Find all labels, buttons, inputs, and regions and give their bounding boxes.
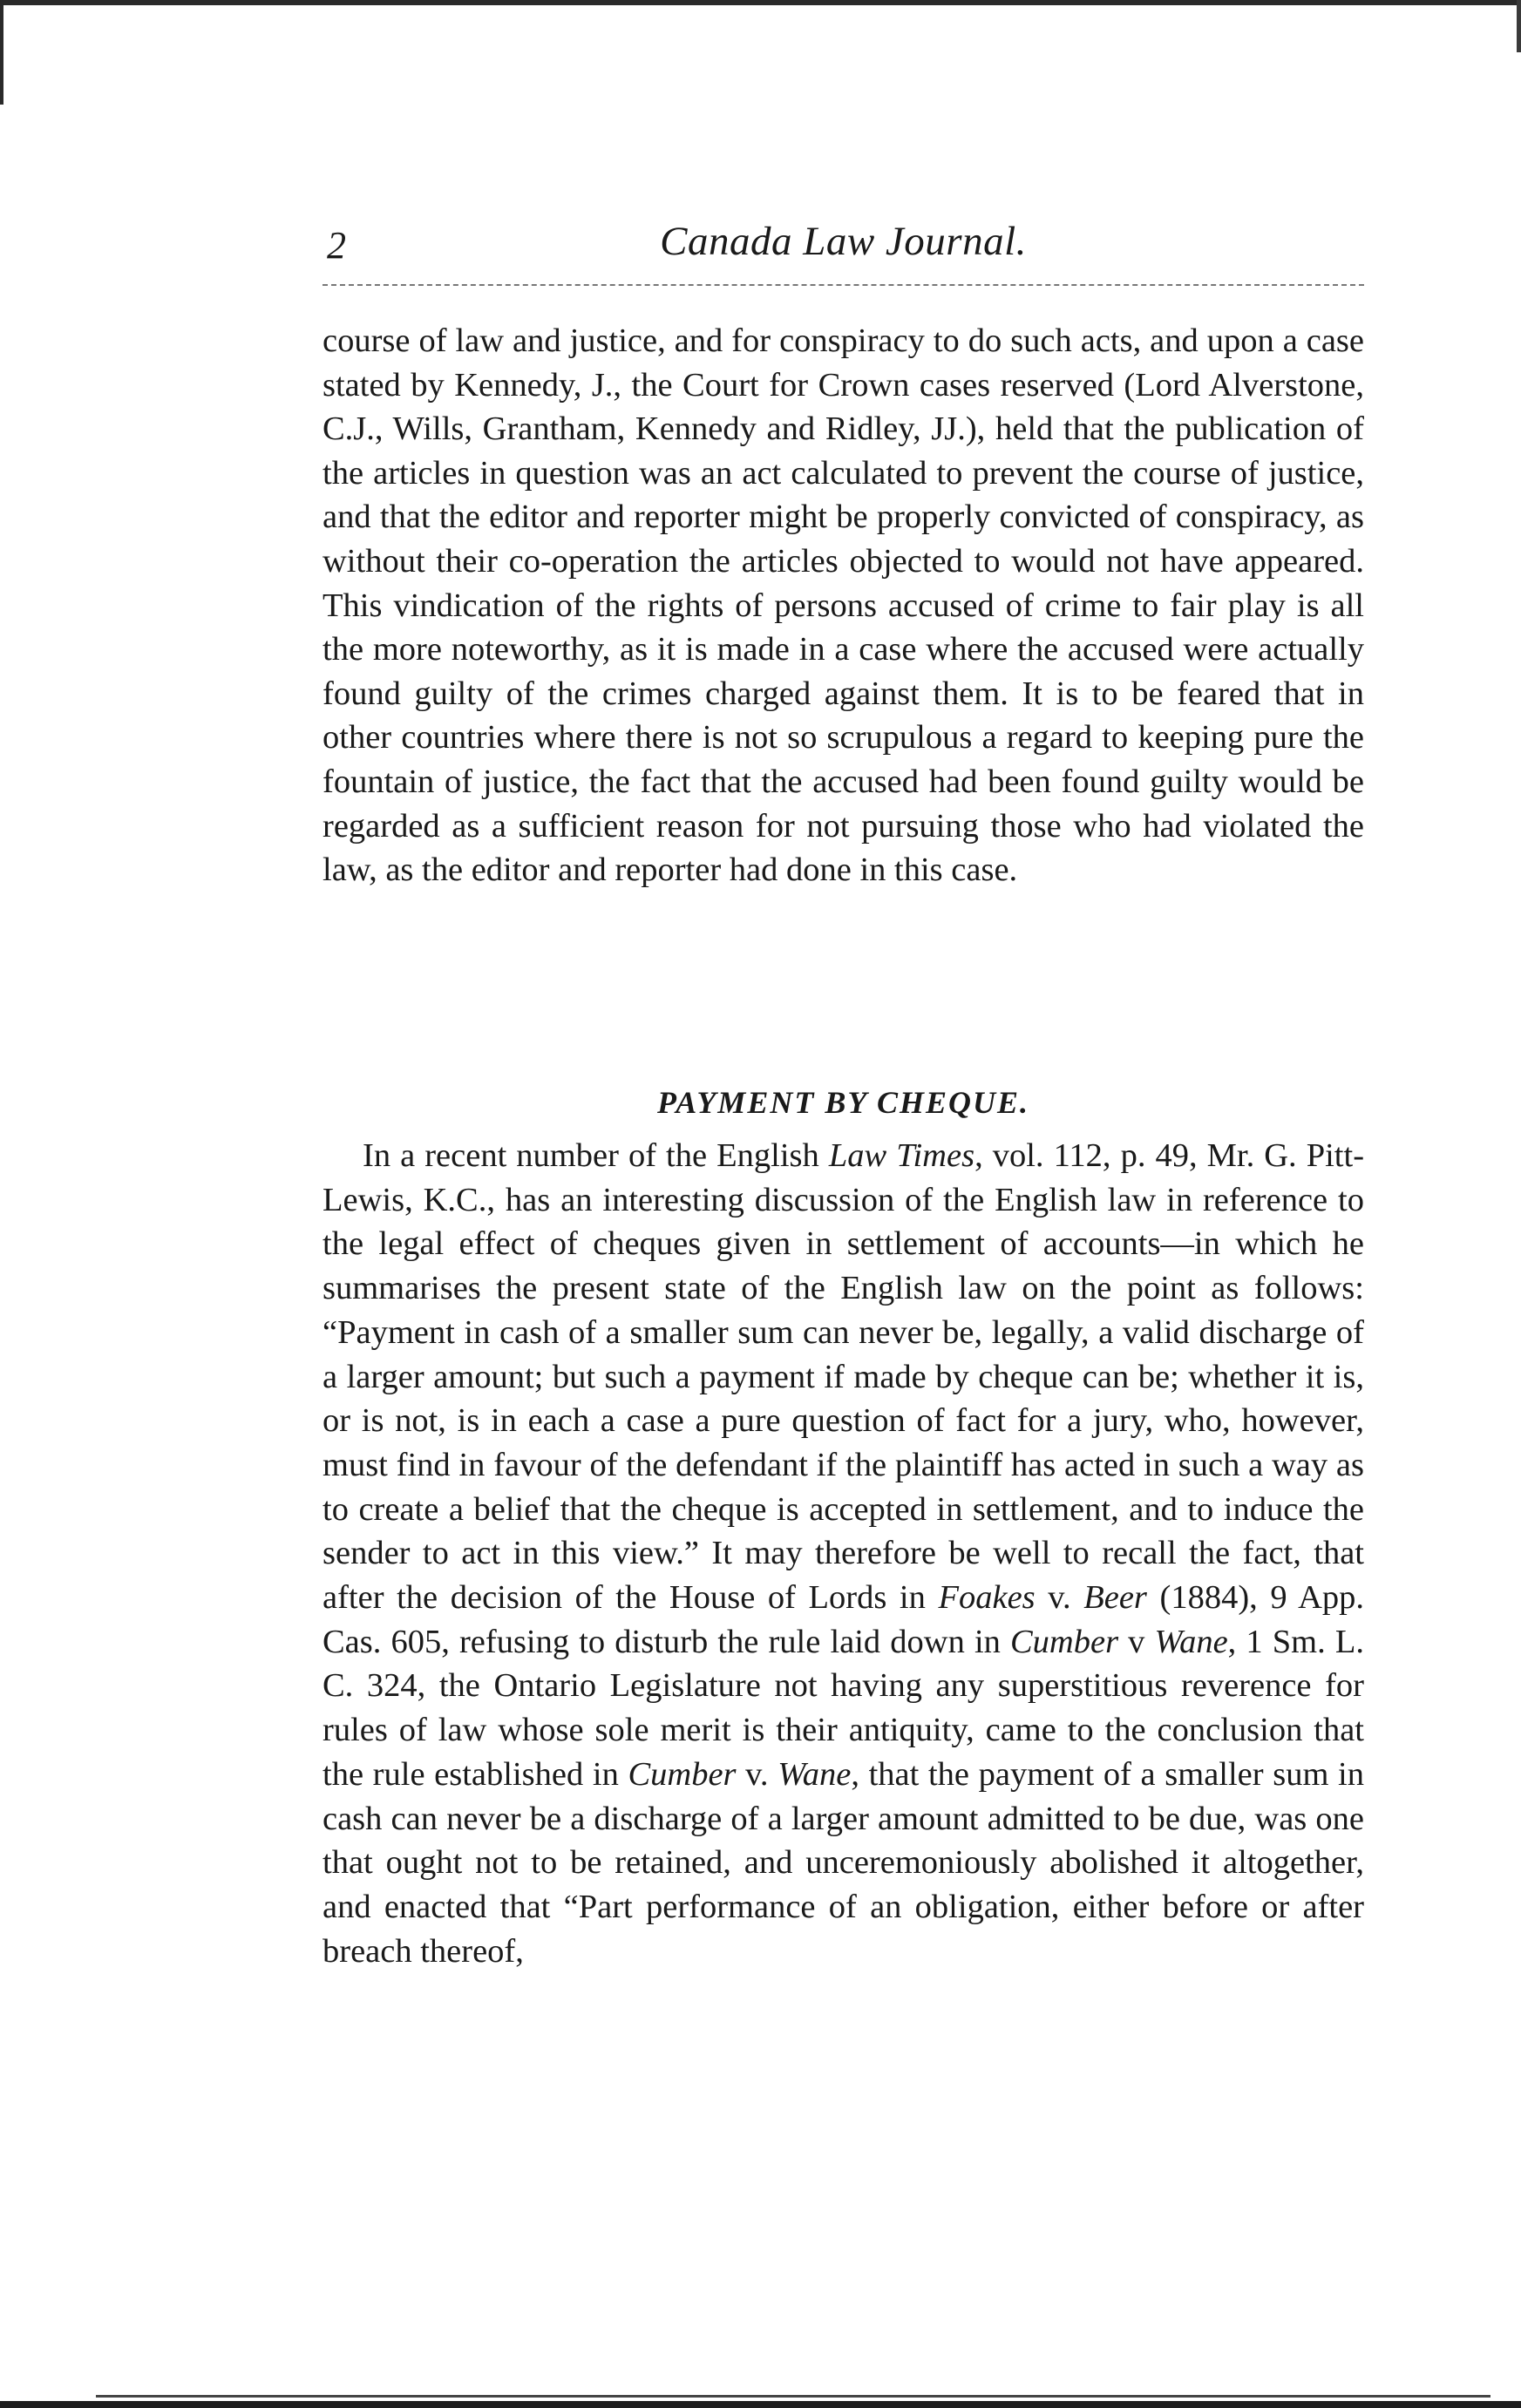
scan-edge-bottom-line [96,2395,1490,2398]
scan-edge-right [1517,0,1521,52]
scan-edge-left [0,0,3,105]
case-name-foakes: Foakes [938,1579,1036,1617]
text-run: v. [1035,1579,1084,1617]
case-name-cumber: Cumber [1010,1623,1119,1660]
text-run: v [1118,1623,1155,1660]
text-run: , that the payment of a smaller sum in cash can never be a discharge of a larger amount admitted to be due, was one that ought not to be retained, and unceremoniously abolished it altogether, and enacted that “Part performance of an obligation, either before or after breach thereof, [323,1755,1364,1970]
paragraph-1: course of law and justice, and for conspiracy to do such acts, and upon a case stated by Kennedy, J., the Court for Crown cases reserved (Lord Alverstone, C.J., Wills, Grantham, Kennedy and Ridley, JJ.), held that the publication of the articles in question was an act calculated to prevent the course of justice, and that the editor and reporter might be properly convicted of conspiracy, as without their co-operation the articles objected to would not have appeared. This vindication of the rights of persons accused of crime to fair play is all the more noteworthy, as it is made in a case where the accused were actually found guilty of the crimes charged against them. It is to be feared that in other countries where there is not so scrupulous a regard to keeping pure the fountain of justice, the fact that the accused had been found guilty would be regarded as a sufficient reason for not pursuing those who had violated the law, as the editor and reporter had done in this case. [323,322,1364,889]
page-number: 2 [327,224,346,267]
text-run: , 1 Sm. L. C. 324, the Ontario Legislature not having any superstitious reverence for rules of law whose sole merit is their antiquity, came to the conclusion that the rule established in [323,1623,1364,1793]
text-run: In a recent number of the English [363,1137,829,1174]
case-name-beer: Beer [1083,1579,1147,1617]
scan-edge-bottom [0,2401,1521,2408]
journal-title: Canada Law Journal. [660,219,1027,264]
paragraph-2 [323,1134,1364,1973]
text-run: (1884), 9 App. Cas. 605, refusing to disturb the rule laid down in [323,1579,1365,1660]
case-name-wane: Wane [1154,1623,1228,1660]
header-rule [323,284,1364,286]
page-header [323,218,1364,279]
text-run: v. [736,1755,778,1793]
section-heading: PAYMENT BY CHEQUE. [656,1085,1030,1120]
law-times-citation: Law Times [828,1137,975,1174]
text-run: , vol. 112, p. 49, Mr. G. Pitt-Lewis, K.C., has an interesting discussion of the English law in reference to the legal effect of cheques given in settlement of accounts—in which he summarises the present state of the English law on the point as follows: “Payment in cash of a smaller sum can never be, legally, a valid discharge of a larger amount; but such a payment if made by cheque can be; whether it is, or is not, is in each a case a pure question of fact for a jury, who, however, must find in favour of the defendant if the plaintiff has acted in such a way as to create a belief that the cheque is accepted in settlement, and to induce the sender to act in this view.” It may therefore be well to recall the fact, that after the decision of the House of Lords in [323,1137,1365,1617]
case-name-cumber: Cumber [628,1755,737,1793]
case-name-wane: Wane [777,1755,852,1793]
scan-edge-top [0,0,1521,5]
